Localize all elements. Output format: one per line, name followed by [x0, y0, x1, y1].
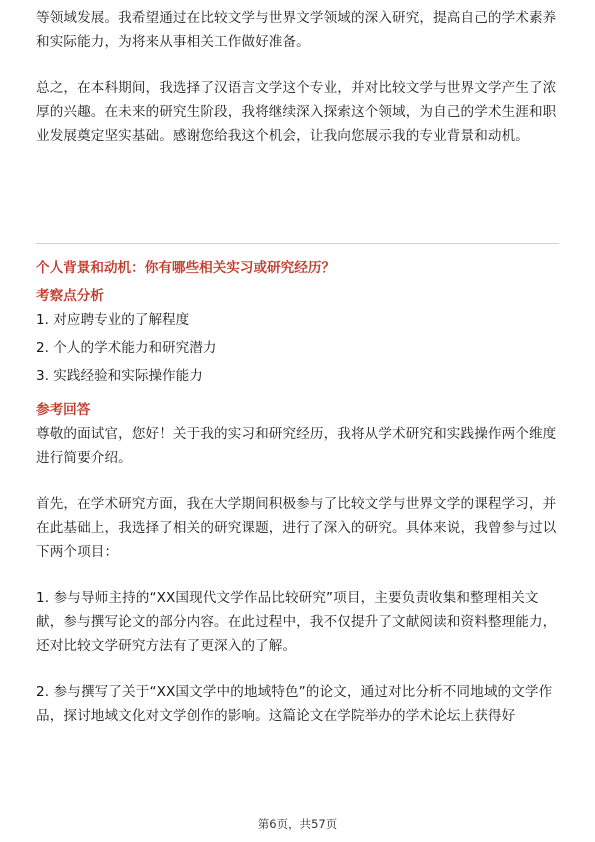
question-heading: 个人背景和动机：你有哪些相关实习或研究经历？ — [36, 260, 336, 276]
section-divider — [36, 243, 559, 244]
answer-paragraph-4: 2. 参与撰写了关于“XX国文学中的地域特色”的论文，通过对比分析不同地域的文学作品，探讨地域文化对文学创作的影响。这篇论文在学院举办的学术论坛上获得好 — [36, 684, 553, 724]
intro-paragraph-1: 等领域发展。我希望通过在比较文学与世界文学领域的深入研究，提高自己的学术素养和实际能力，为将来从事相关工作做好准备。 — [36, 10, 557, 50]
answer-paragraph-2: 首先，在学术研究方面，我在大学期间积极参与了比较文学与世界文学的课程学习，并在此基础上，我选择了相关的研究课题，进行了深入的研究。具体来说，我曾参与过以下两个项目： — [36, 496, 557, 560]
analysis-item-1: 1. 对应聘专业的了解程度 — [36, 312, 190, 328]
intro-section — [36, 6, 559, 148]
answer-section — [36, 400, 559, 728]
analysis-section — [36, 286, 559, 390]
analysis-title: 考察点分析 — [36, 288, 104, 304]
answer-paragraph-1: 尊敬的面试官，您好！关于我的实习和研究经历，我将从学术研究和实践操作两个维度进行简要介绍。 — [36, 426, 557, 466]
analysis-item-2: 2. 个人的学术能力和研究潜力 — [36, 340, 217, 356]
page-number-footer: 第6页，共57页 — [257, 817, 338, 831]
analysis-item-3: 3. 实践经验和实际操作能力 — [36, 368, 203, 384]
answer-title: 参考回答 — [36, 402, 91, 418]
answer-paragraph-3: 1. 参与导师主持的“XX国现代文学作品比较研究”项目，主要负责收集和整理相关文献，参与撰写论文的部分内容。在此过程中，我不仅提升了文献阅读和资料整理能力，还对比较文学研究方法有了更深入的了解。 — [36, 590, 557, 654]
intro-paragraph-2: 总之，在本科期间，我选择了汉语言文学这个专业，并对比较文学与世界文学产生了浓厚的兴趣。在未来的研究生阶段，我将继续深入探索这个领域，为自己的学术生涯和职业发展奠定坚实基础。感谢您给我这个机会，让我向您展示我的专业背景和动机。 — [36, 80, 557, 144]
